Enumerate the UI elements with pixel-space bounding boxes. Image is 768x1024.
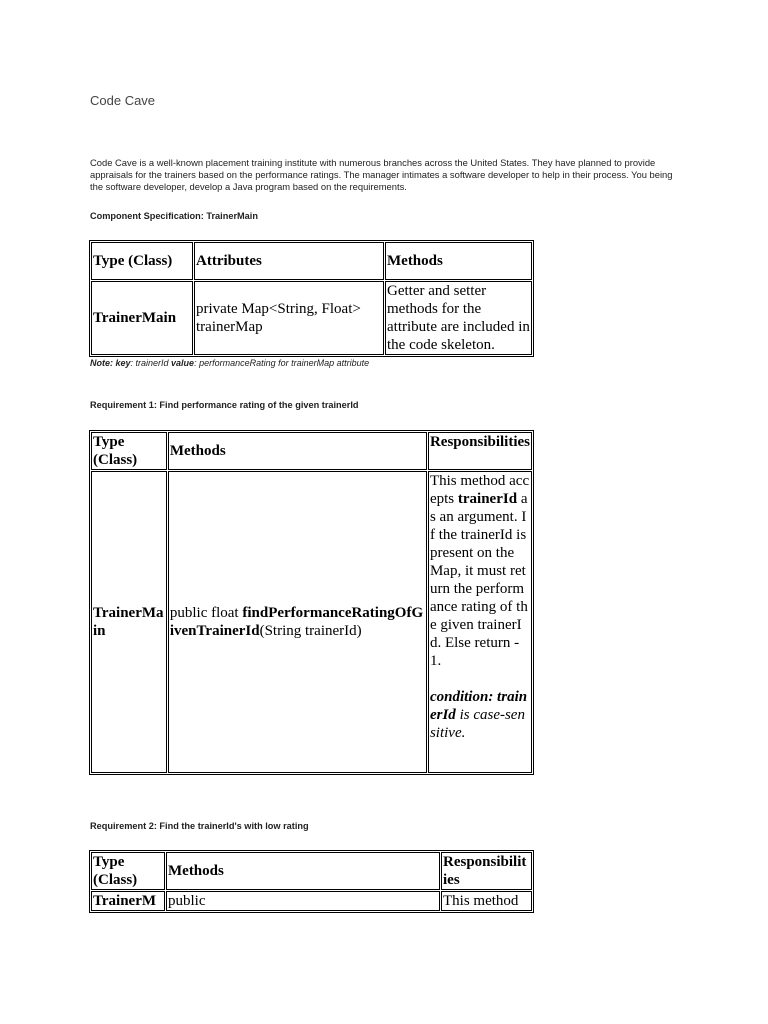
table-row (91, 281, 532, 355)
header-type: Type (Class) (91, 242, 193, 280)
table-header-row (91, 242, 532, 280)
method-name: findPerformanceRatingOfGivenTrainerId (169, 605, 424, 639)
resp-text-a: This method accepts (429, 473, 530, 507)
header-responsibilities: Responsibilities (428, 432, 532, 470)
page-title: Code Cave (90, 93, 156, 108)
note-key-text: : trainerId (130, 358, 172, 368)
component-spec-table (89, 240, 534, 357)
header-methods: Methods (168, 432, 427, 470)
note-text (90, 358, 369, 368)
condition-label: condition: trainerId (429, 689, 528, 723)
requirement-2-table (89, 850, 534, 913)
requirement-1-table (89, 430, 534, 775)
cell-type: TrainerMain (91, 281, 193, 355)
header-methods: Methods (385, 242, 532, 280)
header-type: Type (Class) (91, 852, 165, 890)
resp-text-bold: trainerId (457, 491, 518, 507)
cell-type: TrainerMain (91, 471, 167, 773)
method-suffix: (String trainerId) (259, 623, 362, 639)
header-methods: Methods (166, 852, 440, 890)
table-header-row (91, 852, 532, 890)
table-row (91, 471, 532, 773)
cell-attributes: private Map<String, Float> trainerMap (194, 281, 384, 355)
condition-text: is case-sensitive. (429, 707, 525, 741)
cell-type: TrainerM (91, 891, 165, 911)
requirement-2-heading: Requirement 2: Find the trainerId's with low rating (90, 821, 309, 831)
cell-methods: Getter and setter methods for the attribute are included in the code skeleton. (385, 281, 532, 355)
cell-responsibilities (428, 471, 532, 773)
component-spec-heading: Component Specification: TrainerMain (90, 211, 258, 221)
header-responsibilities: Responsibilities (441, 852, 532, 890)
intro-paragraph: Code Cave is a well-known placement training institute with numerous branches across the United States. They have planned to provide appraisals for the trainers based on the performance ratings. The manager intimates a software developer to help in their process. You being the software developer, develop a Java program based on the requirements. (90, 157, 673, 192)
method-prefix: public float (169, 605, 243, 621)
note-value-label: value (171, 358, 195, 368)
cell-method: public (166, 891, 440, 911)
note-key-label: Note: key (90, 358, 131, 368)
table-row (91, 891, 532, 911)
table-header-row (91, 432, 532, 470)
requirement-1-heading: Requirement 1: Find performance rating of the given trainerId (90, 400, 359, 410)
cell-method (168, 471, 427, 773)
resp-text-c: as an argument. If the trainerId is present on the Map, it must return the performance rating of the given trainerId. Else return -1. (429, 491, 528, 669)
header-attributes: Attributes (194, 242, 384, 280)
note-value-text: : performanceRating for trainerMap attribute (194, 358, 370, 368)
cell-responsibilities: This method (441, 891, 532, 911)
header-type: Type (Class) (91, 432, 167, 470)
